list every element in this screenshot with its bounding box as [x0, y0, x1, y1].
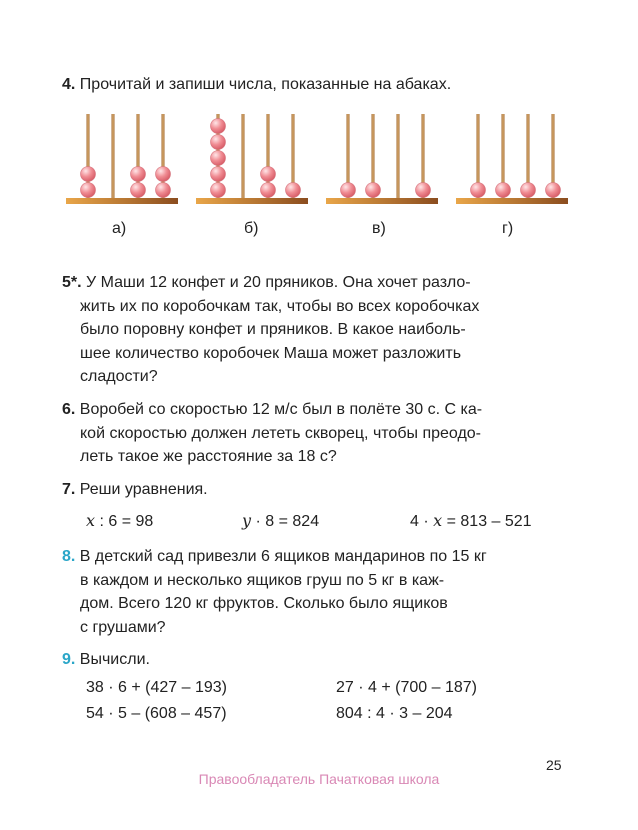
task-line: сладости? — [80, 368, 158, 385]
abacus-bead — [131, 183, 146, 198]
expression: 38 · 6 + (427 – 193) — [86, 679, 227, 696]
abacus-bead — [211, 183, 226, 198]
abacus-bead — [471, 183, 486, 198]
abacus-v — [326, 112, 438, 212]
abacus-base — [456, 198, 568, 204]
abacus-bead — [261, 183, 276, 198]
footer-copyright: Правообладатель Пачатковая школа — [198, 771, 440, 787]
task-line: жить их по коробочкам так, чтобы во всех коробочках — [80, 297, 480, 315]
abacus-base — [66, 198, 178, 204]
task-number: 7. — [62, 481, 76, 498]
equation-2: y · 8 = 824 — [242, 511, 320, 530]
equation-3: 4 · x = 813 – 521 — [410, 511, 532, 530]
abacus-bead — [81, 183, 96, 198]
task-4-heading — [62, 73, 567, 97]
abacus-drawing — [456, 112, 568, 212]
task-line: шее количество коробочек Маша может разложить — [80, 344, 462, 362]
variable: x — [86, 511, 96, 530]
task-text: Прочитай и запиши числа, показанные на абаках. — [79, 76, 452, 93]
task-6 — [62, 398, 567, 469]
task-5 — [62, 271, 567, 389]
abacus-bead — [211, 135, 226, 150]
abacus-a — [66, 112, 178, 212]
equation-1: x : 6 = 98 — [86, 511, 154, 530]
task-line: леть такое же расстояние за 18 с? — [80, 448, 337, 465]
task-8 — [62, 545, 567, 639]
page-number: 25 — [546, 757, 562, 773]
abacus-bead — [261, 167, 276, 182]
expression: 54 · 5 – (608 – 457) — [86, 705, 227, 722]
abacus-bead — [546, 183, 561, 198]
abacus-bead — [131, 167, 146, 182]
expression: 804 : 4 · 3 – 204 — [336, 705, 453, 722]
expression: 27 · 4 + (700 – 187) — [336, 679, 477, 696]
task-number: 9. — [62, 651, 76, 668]
abacus-b — [196, 112, 308, 212]
task-line: Воробей со скоростью 12 м/с был в полёте 30 с. С ка- — [79, 401, 483, 418]
task-line: было поровну конфет и пряников. В какое наиболь- — [80, 321, 466, 338]
variable: x — [433, 511, 443, 530]
task-number: 5*. — [62, 274, 82, 291]
abacus-bead — [366, 183, 381, 198]
abacus-bead — [156, 167, 171, 182]
abacus-bead — [521, 183, 536, 198]
task-line: кой скоростью должен лететь скворец, чтобы преодо- — [80, 424, 482, 442]
task-line: дом. Всего 120 кг фруктов. Сколько было ящиков — [80, 595, 448, 612]
abacus-bead — [286, 183, 301, 198]
task-number: 8. — [62, 548, 76, 565]
abacus-bead — [416, 183, 431, 198]
abacus-label-v: в) — [372, 220, 386, 237]
task-number: 6. — [62, 401, 76, 418]
abacus-label-b: б) — [244, 220, 259, 237]
variable: y — [242, 511, 252, 530]
task-9 — [62, 648, 567, 672]
task-text: Реши уравнения. — [79, 481, 208, 498]
abacus-bead — [341, 183, 356, 198]
abacus-bead — [156, 183, 171, 198]
abacus-bead — [211, 151, 226, 166]
task-line: с грушами? — [80, 618, 166, 636]
abacus-label-g: г) — [502, 220, 514, 237]
abacus-rod-highlight — [113, 114, 114, 198]
abacus-bead — [496, 183, 511, 198]
abacus-bead — [81, 167, 96, 182]
abacus-rod-highlight — [243, 114, 244, 198]
abacus-label-a: а) — [112, 220, 127, 237]
abacus-bead — [211, 119, 226, 134]
abacus-drawing — [66, 112, 178, 212]
abacus-g — [456, 112, 568, 212]
abacus-drawing — [326, 112, 438, 212]
abacus-bead — [211, 167, 226, 182]
abacus-drawing — [196, 112, 308, 212]
abacus-base — [326, 198, 438, 204]
task-number: 4. — [62, 76, 76, 93]
abacus-rod-highlight — [398, 114, 399, 198]
task-line: В детский сад привезли 6 ящиков мандаринов по 15 кг — [79, 548, 487, 565]
abacus-base — [196, 198, 308, 204]
task-text: Вычисли. — [79, 651, 150, 668]
task-7 — [62, 478, 567, 502]
task-line: У Маши 12 конфет и 20 пряников. Она хочет разло- — [86, 274, 471, 291]
task-line: в каждом и несколько ящиков груш по 5 кг в каж- — [80, 571, 445, 589]
